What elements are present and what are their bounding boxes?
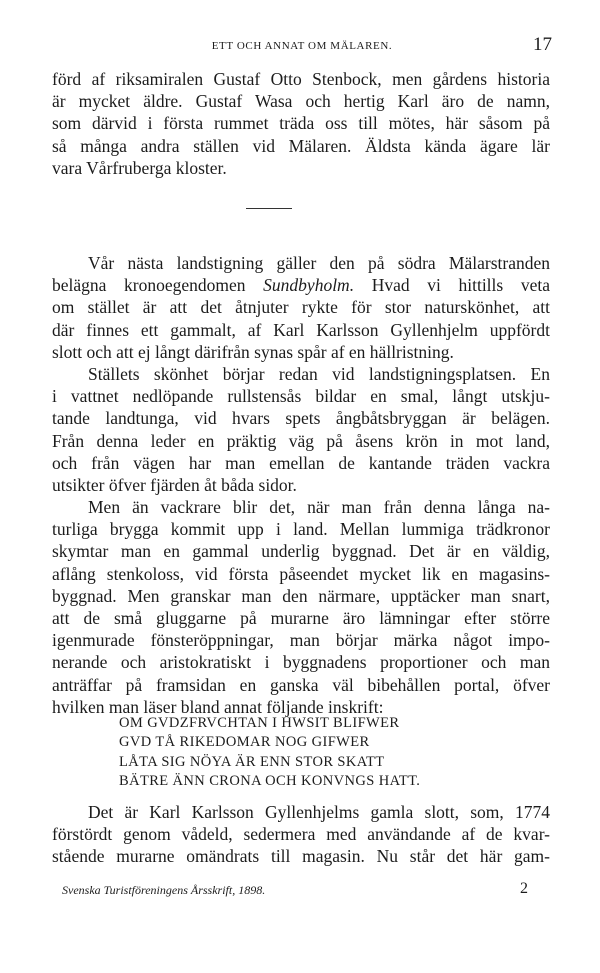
text-line: och från vägen har man emellan de kantande träden vackra [52,452,550,473]
page-header [52,34,552,58]
text-line: i vattnet nedlöpande rullstensås bildar en smal, långt utskju- [52,386,550,407]
text-line: Från denna leder en präktig väg på åsens krön in mot land, [52,430,550,451]
text-line: turliga brygga kommit upp i land. Mellan lummiga trädkronor [52,519,550,540]
paragraph-continuation [52,68,550,179]
text-line: som därvid i första rummet träda oss till mötes, här såsom på [52,113,550,134]
text-line: nerande och aristokratiskt i byggnadens proportioner och man [52,652,550,673]
footer-source: Svenska Turistföreningens Årsskrift, 1898. [62,883,266,897]
text-line: förstördt genom vådeld, sedermera med användande af de kvar- [52,824,550,845]
text-line: igenmurade fönsteröppningar, man börjar märka något impo- [52,630,550,651]
article-body [52,252,550,718]
signature-mark: 2 [520,880,528,897]
text-line: tande landtunga, vid hvars spets ångbåtsbryggan är belägen. [52,408,550,429]
text-line: belägna kronoegendomen Sundbyholm. Hvad vi hittills veta [52,275,550,296]
portal-inscription [119,714,420,791]
text-line: Men än vackrare blir det, när man från denna långa na- [88,497,550,518]
text-line: slott och att ej långt därifrån synas spår af en hällristning. [52,341,454,362]
paragraph-final [52,801,550,868]
page-footer [62,880,528,901]
inscription-line: LÅTA SIG NÖYA ÄR ENN STOR SKATT [119,753,385,770]
text-line: där finnes ett gammalt, af Karl Karlsson Gyllenhjelm uppfördt [52,319,550,340]
text-line: så många andra ställen vid Mälaren. Äldsta kända ägare lär [52,135,550,156]
text-line: hvilken man läser bland annat följande inskrift: [52,696,384,717]
text-line: förd af riksamiralen Gustaf Otto Stenbock, men gårdens historia [52,69,550,89]
text-line: aflång stenkoloss, vid första påseendet mycket lik en magasins- [52,563,550,584]
text-line: anträffar på framsidan en ganska väl bibehållen portal, öfver [52,674,550,695]
text-line: utsikter öfver fjärden åt båda sidor. [52,474,297,495]
text-line: Ställets skönhet börjar redan vid landstigningsplatsen. En [88,363,550,384]
text-line: stående murarne omändrats till magasin. Nu står det här gam- [52,846,550,867]
page-number: 17 [533,34,552,55]
text-line: vara Vårfruberga kloster. [52,157,227,178]
place-name-sundbyholm: Sundbyholm. [263,275,355,296]
text-line: Vår nästa landstigning gäller den på södra Mälarstranden [88,253,550,273]
running-head: ETT OCH ANNAT OM MÄLAREN. [211,40,393,52]
inscription-line: GVD TÅ RIKEDOMAR NOG GIFWER [119,734,370,751]
text-line: att de små gluggarne på murarne äro lämningar efter större [52,608,550,628]
text-line: Det är Karl Karlsson Gyllenhjelms gamla slott, som, 1774 [88,802,550,822]
text-line: om stället är att det åtnjuter rykte för stor naturskönhet, att [52,297,550,318]
text-line: skymtar man en gammal underlig byggnad. Det är en väldig, [52,541,550,562]
text-line: är mycket äldre. Gustaf Wasa och hertig Karl äro de namn, [52,91,550,112]
text-line: byggnad. Men granskar man den närmare, upptäcker man snart, [52,585,550,606]
inscription-line: BÄTRE ÄNN CRONA OCH KONVNGS HATT. [119,772,421,789]
section-divider [246,208,292,209]
inscription-line: OM GVDZFRVCHTAN I HWSIT BLIFWER [119,715,400,731]
